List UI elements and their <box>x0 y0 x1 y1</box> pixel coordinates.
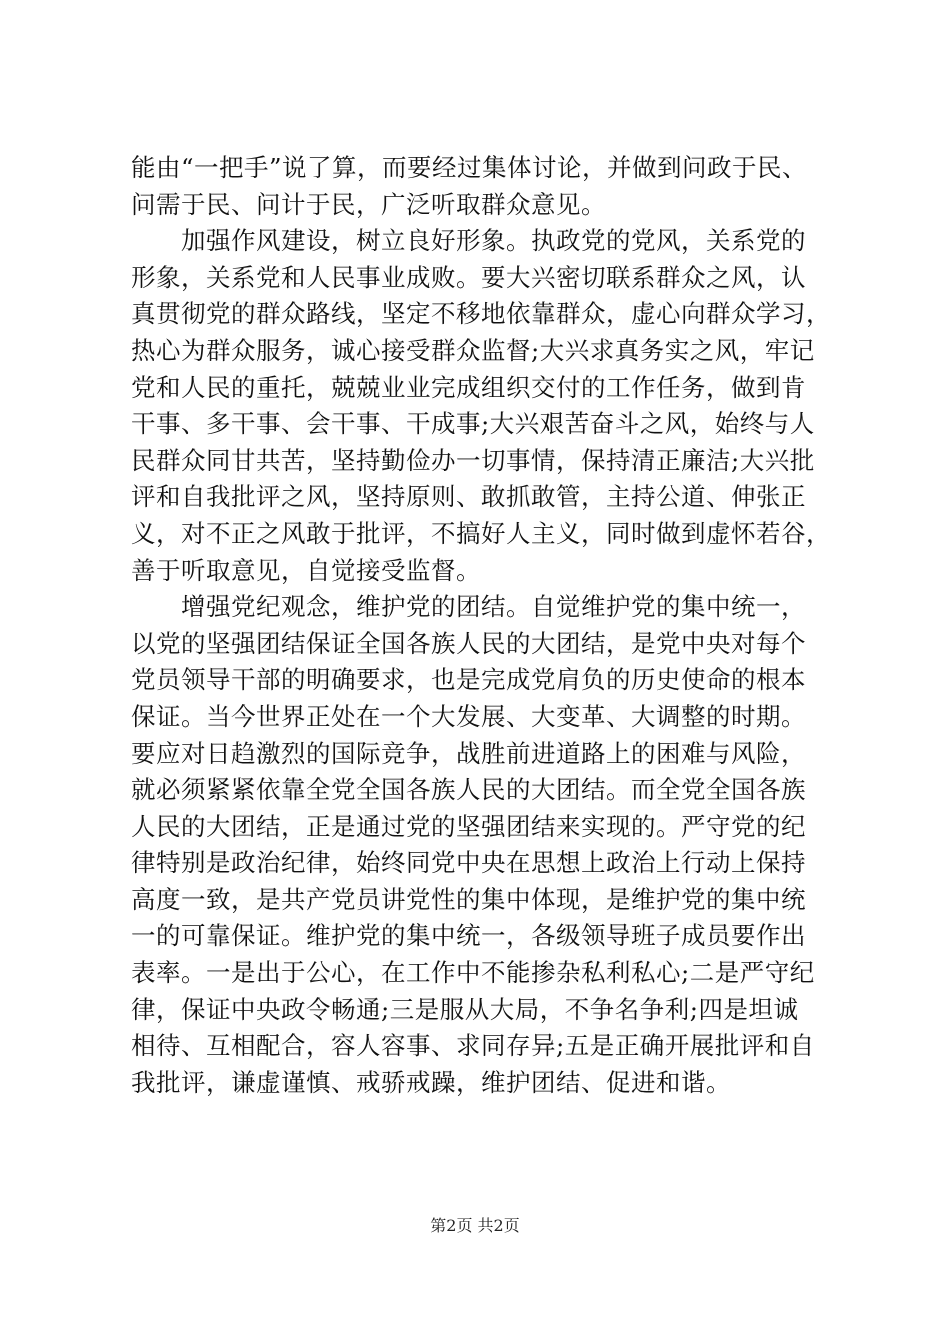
text-line: 形象，关系党和人民事业成败。要大兴密切联系群众之风，认 <box>131 262 806 292</box>
text-line: 相待、互相配合，容人容事、求同存异;五是正确开展批评和自 <box>131 1031 815 1061</box>
text-line: 能由“一把手”说了算，而要经过集体讨论，并做到问政于民、 <box>131 153 808 182</box>
text-line: 干事、多干事、会干事、干成事;大兴艰苦奋斗之风，始终与人 <box>131 409 815 439</box>
text-line: 以党的坚强团结保证全国各族人民的大团结，是党中央对每个 <box>131 628 806 658</box>
text-line: 保证。当今世界正处在一个大发展、大变革、大调整的时期。 <box>131 701 806 731</box>
text-line: 民群众同甘共苦，坚持勤俭办一切事情，保持清正廉洁;大兴批 <box>131 445 815 475</box>
text-line: 真贯彻党的群众路线，坚定不移地依靠群众，虚心向群众学习， <box>131 299 831 329</box>
text-line: 评和自我批评之风，坚持原则、敢抓敢管，主持公道、伸张正 <box>131 482 806 512</box>
text-line: 人民的大团结，正是通过党的坚强团结来实现的。严守党的纪 <box>131 811 806 841</box>
paragraph-start-line: 加强作风建设，树立良好形象。执政党的党风，关系党的 <box>181 226 806 256</box>
text-line: 问需于民、问计于民，广泛听取群众意见。 <box>131 189 606 219</box>
document-body <box>131 150 843 1101</box>
text-line: 律，保证中央政令畅通;三是服从大局，不争名争利;四是坦诚 <box>131 994 799 1024</box>
paragraph-start-line: 增强党纪观念，维护党的团结。自觉维护党的集中统一， <box>181 592 806 622</box>
text-line: 律特别是政治纪律，始终同党中央在思想上政治上行动上保持 <box>131 848 806 878</box>
text-line: 党员领导干部的明确要求，也是完成党肩负的历史使命的根本 <box>131 665 806 695</box>
text-line: 善于听取意见，自觉接受监督。 <box>131 555 481 585</box>
page-number-footer: 第2页 共2页 <box>430 1216 520 1235</box>
text-line: 表率。一是出于公心，在工作中不能掺杂私利私心;二是严守纪 <box>131 958 815 988</box>
text-line: 要应对日趋激烈的国际竞争，战胜前进道路上的困难与风险， <box>131 738 806 768</box>
text-line: 党和人民的重托，兢兢业业完成组织交付的工作任务，做到肯 <box>131 372 806 402</box>
text-line: 一的可靠保证。维护党的集中统一，各级领导班子成员要作出 <box>131 921 806 951</box>
text-line: 就必须紧紧依靠全党全国各族人民的大团结。而全党全国各族 <box>131 775 806 805</box>
text-line: 高度一致，是共产党员讲党性的集中体现，是维护党的集中统 <box>131 884 806 914</box>
text-line: 我批评，谦虚谨慎、戒骄戒躁，维护团结、促进和谐。 <box>131 1067 731 1097</box>
text-line: 热心为群众服务，诚心接受群众监督;大兴求真务实之风，牢记 <box>131 335 815 365</box>
text-line: 义，对不正之风敢于批评，不搞好人主义，同时做到虚怀若谷， <box>131 518 831 548</box>
